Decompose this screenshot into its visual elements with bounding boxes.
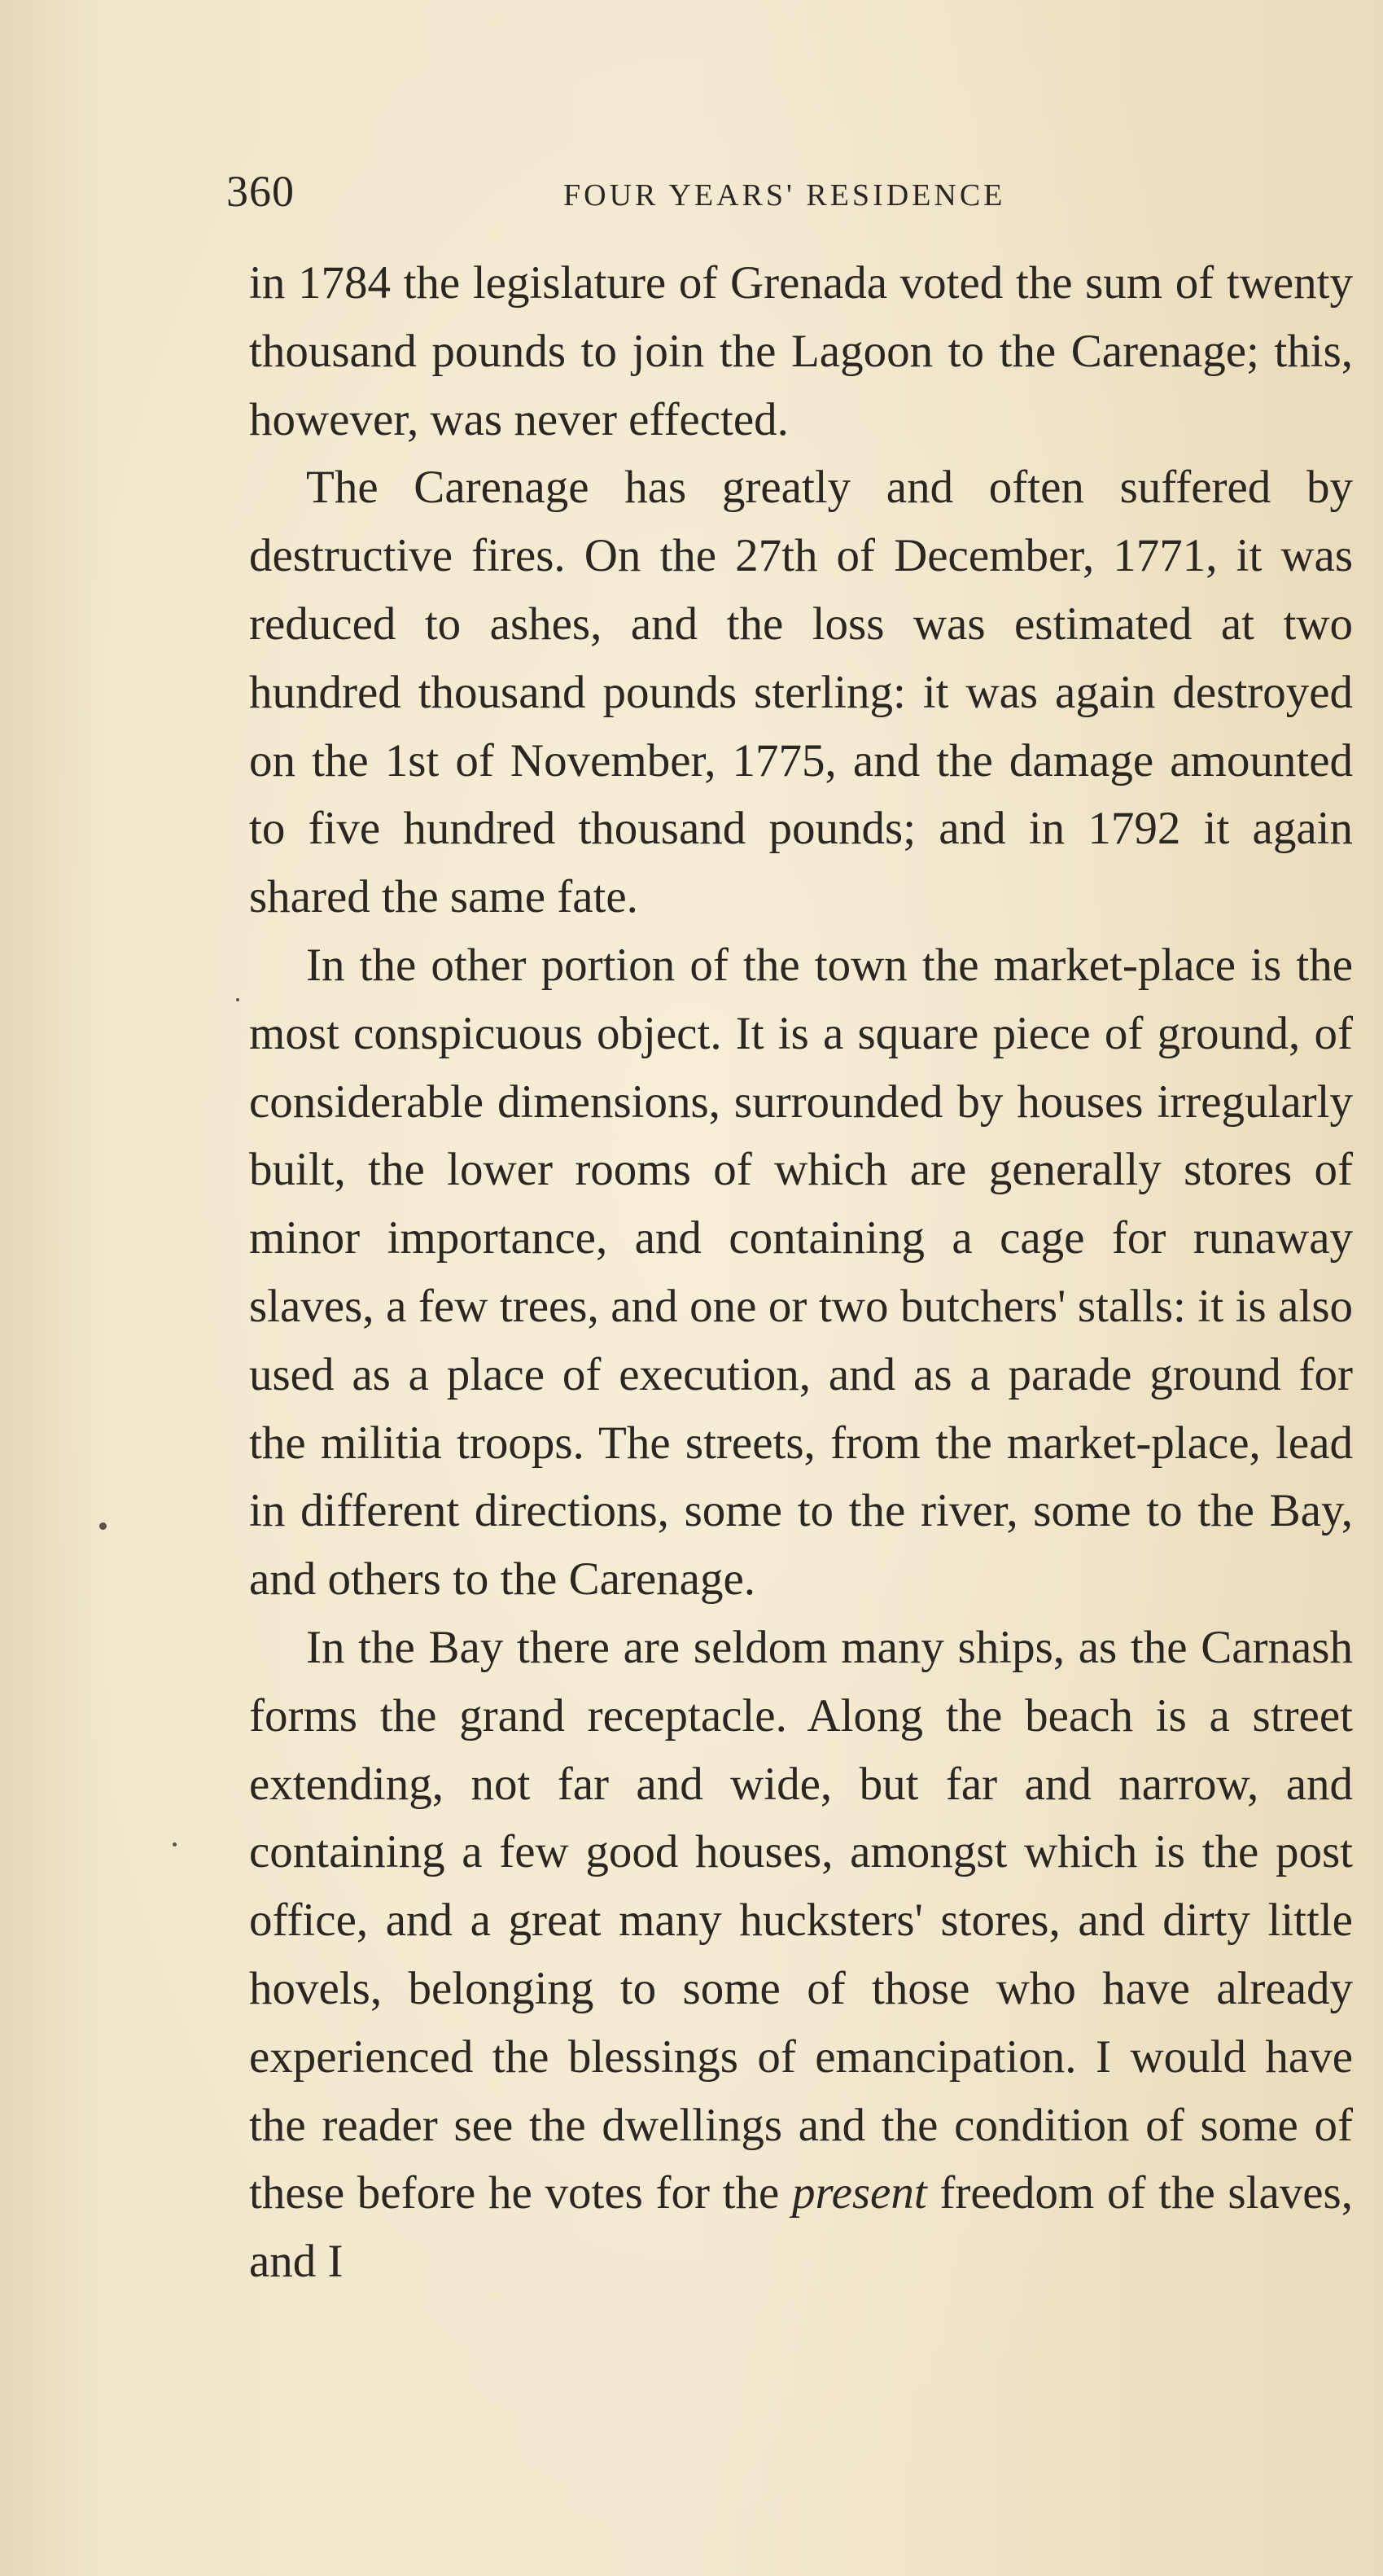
page-number: 360 xyxy=(226,167,295,216)
paragraph-text: In the other portion of the town the market-place is the most conspicuous object. It is a square piece of ground, of considerable dimensions, surrounded by houses irregularly built, the lower rooms of which are generally stores of minor importance, and containing a cage for runaway slaves, a few trees, and one or two butchers' stalls: it is also used as a place of execution, and as a parade ground for the militia troops. The streets, from the market-place, lead in different directions, some to the river, some to the Bay, and others to the Carenage. xyxy=(249,939,1353,1606)
emphasized-word: present xyxy=(792,2167,927,2219)
paragraph-lagoon xyxy=(249,249,1353,453)
paragraph-text: in 1784 the legislature of Grenada voted the sum of twenty thousand pounds to join the Lagoon to the Carenage; this, however, was never effected. xyxy=(249,257,1353,445)
ink-speck xyxy=(173,1842,177,1847)
paragraph-bay xyxy=(249,1614,1353,2296)
paragraph-market-place xyxy=(249,931,1353,1614)
body-text xyxy=(249,249,1353,2296)
paragraph-fires xyxy=(249,453,1353,931)
running-head: FOUR YEARS' RESIDENCE xyxy=(563,178,1006,212)
ink-speck xyxy=(236,998,239,1001)
paragraph-text: The Carenage has greatly and often suffered by destructive fires. On the 27th of December, 1771, it was reduced to ashes, and the loss was estimated at two hundred thousand pounds sterling: it was again destroyed on the 1st of November, 1775, and the damage amounted to five hundred thousand pounds; and in 1792 it again shared the same fate. xyxy=(249,462,1353,923)
page-header xyxy=(226,166,1350,231)
paragraph-text: In the Bay there are seldom many ships, as the Carnash forms the grand receptacle. Along the beach is a street extending, not far and wide, but far and narrow, and containing a few good houses, amongst which is the post office, and a great many hucksters' stores, and dirty little hovels, belonging to some of those who have already experienced the blessings of emancipation. I would have the reader see the dwellings and the condition of some of these before he votes for the xyxy=(249,1621,1353,2219)
paragraph-text: freedom of the slaves, and I xyxy=(249,2167,1353,2288)
ink-speck xyxy=(99,1522,107,1530)
